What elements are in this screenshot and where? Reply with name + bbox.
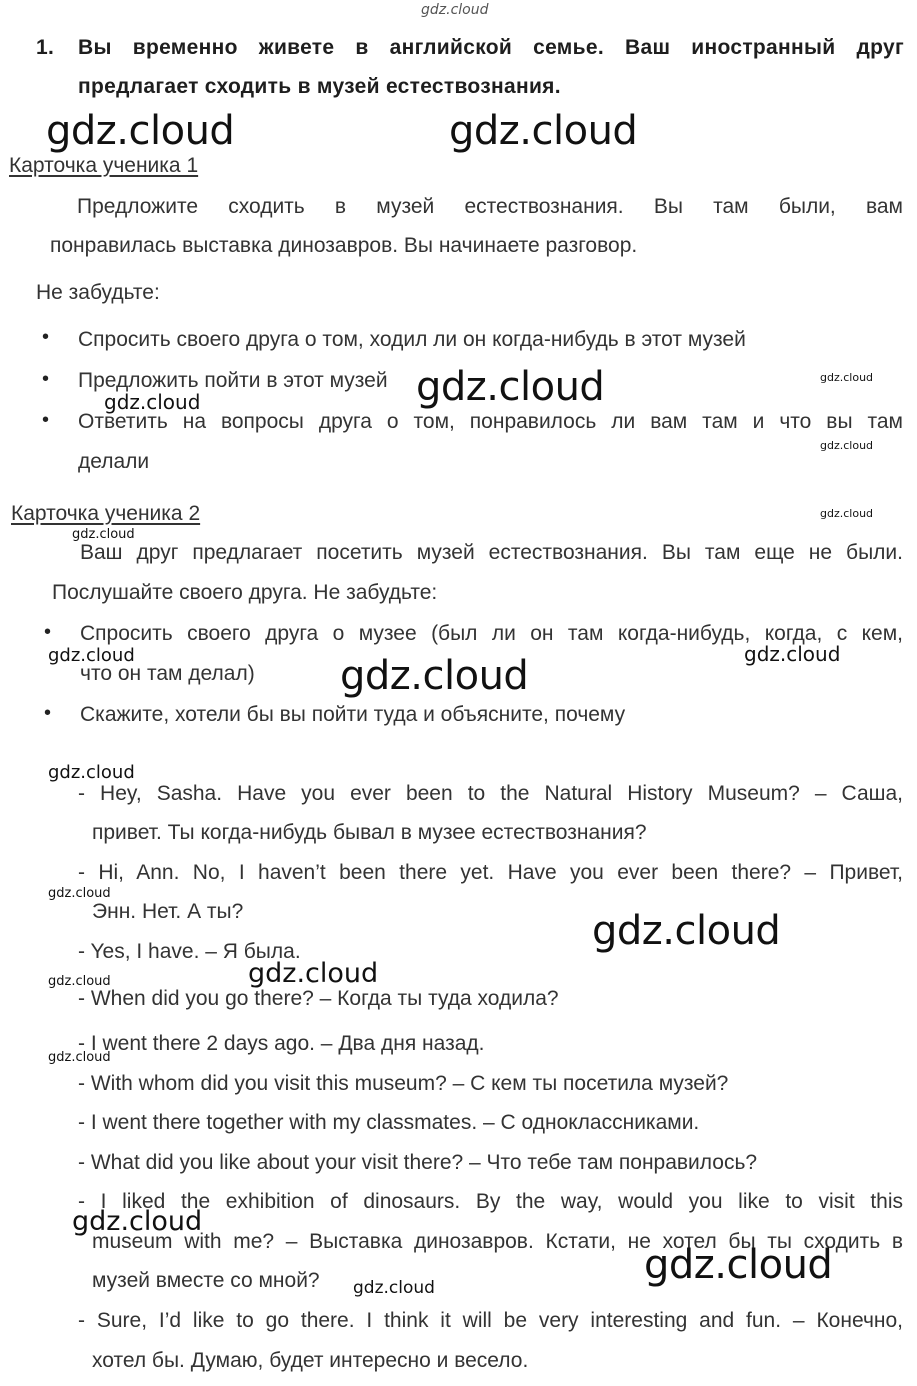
watermark: gdz.cloud [744,642,841,666]
watermark: gdz.cloud [449,108,638,154]
card-2-bullet-1-line-1: Спросить своего друга о музее (был ли он там когда-нибудь, когда, с кем, [80,622,903,645]
dialogue-line-1a: - Hey, Sasha. Have you ever been to the Natural History Museum? – Саша, [78,782,903,805]
bullet-icon: • [44,702,52,724]
card-2-paragraph-line-2: Послушайте своего друга. Не забудьте: [52,581,438,604]
watermark: gdz.cloud [48,886,111,901]
watermark: gdz.cloud [48,762,135,783]
dialogue-line-3: - Yes, I have. – Я была. [78,940,301,963]
dialogue-line-9b: museum with me? – Выставка динозавров. Кстати, не хотел бы ты сходить в [92,1230,903,1253]
watermark: gdz.cloud [340,653,529,699]
card-1-bullet-2: Предложить пойти в этот музей [78,369,388,392]
task-number: 1. [36,36,55,59]
watermark: gdz.cloud [820,371,874,384]
watermark: gdz.cloud [820,439,874,452]
card-2-bullet-1-line-2: что он там делал) [80,662,255,685]
card-1-bullet-3-line-2: делали [78,450,150,473]
card-1-paragraph-line-2: понравилась выставка динозавров. Вы начинаете разговор. [50,234,638,257]
watermark: gdz.cloud [48,974,111,989]
dialogue-line-2a: - Hi, Ann. No, I haven’t been there yet. Have you ever been there? – Привет, [78,861,903,884]
task-line-2: предлагает сходить в музей естествознания. [78,75,561,98]
dialogue-line-2b: Энн. Нет. А ты? [92,900,244,923]
card-2-bullet-2: Скажите, хотели бы вы пойти туда и объясните, почему [80,703,626,726]
card-1-reminder: Не забудьте: [36,281,160,304]
bullet-icon: • [42,409,50,431]
watermark: gdz.cloud [644,1242,833,1288]
watermark: gdz.cloud [248,958,379,989]
bullet-icon: • [42,368,50,390]
watermark: gdz.cloud [48,1050,111,1065]
watermark: gdz.cloud [48,645,135,666]
dialogue-line-10b: хотел бы. Думаю, будет интересно и весело. [92,1349,529,1372]
bullet-icon: • [44,621,52,643]
card-2-title: Карточка ученика 2 [11,502,201,525]
watermark: gdz.cloud [820,507,874,520]
watermark: gdz.cloud [353,1278,435,1298]
watermark: gdz.cloud [72,527,135,542]
watermark: gdz.cloud [104,390,201,414]
dialogue-line-7: - I went there together with my classmates. – С одноклассниками. [78,1111,700,1134]
dialogue-line-8: - What did you like about your visit there? – Что тебе там понравилось? [78,1151,758,1174]
card-1-title: Карточка ученика 1 [9,154,199,177]
watermark: gdz.cloud [416,364,605,410]
dialogue-line-6: - With whom did you visit this museum? – С кем ты посетила музей? [78,1072,729,1095]
dialogue-line-4: - When did you go there? – Когда ты туда ходила? [78,987,559,1010]
watermark: gdz.cloud [46,108,235,154]
dialogue-line-10a: - Sure, I’d like to go there. I think it will be very interesting and fun. – Конечно, [78,1309,903,1332]
dialogue-line-9c: музей вместе со мной? [92,1269,320,1292]
dialogue-line-9a: - I liked the exhibition of dinosaurs. By the way, would you like to visit this [78,1190,903,1213]
bullet-icon: • [42,326,50,348]
task-line-1: Вы временно живете в английской семье. Ваш иностранный друг [78,36,904,59]
card-2-paragraph-line-1: Ваш друг предлагает посетить музей естествознания. Вы там еще не были. [80,541,903,564]
dialogue-line-1b: привет. Ты когда-нибудь бывал в музее естествознания? [92,821,647,844]
card-1-bullet-3-line-1: Ответить на вопросы друга о том, понравилось ли вам там и что вы там [78,410,903,433]
dialogue-line-5: - I went there 2 days ago. – Два дня назад. [78,1032,485,1055]
watermark-top: gdz.cloud [421,2,489,18]
card-1-bullet-1: Спросить своего друга о том, ходил ли он когда-нибудь в этот музей [78,328,746,351]
watermark: gdz.cloud [592,908,781,954]
card-1-paragraph-line-1: Предложите сходить в музей естествознания. Вы там были, вам [77,195,903,218]
watermark: gdz.cloud [72,1206,203,1237]
